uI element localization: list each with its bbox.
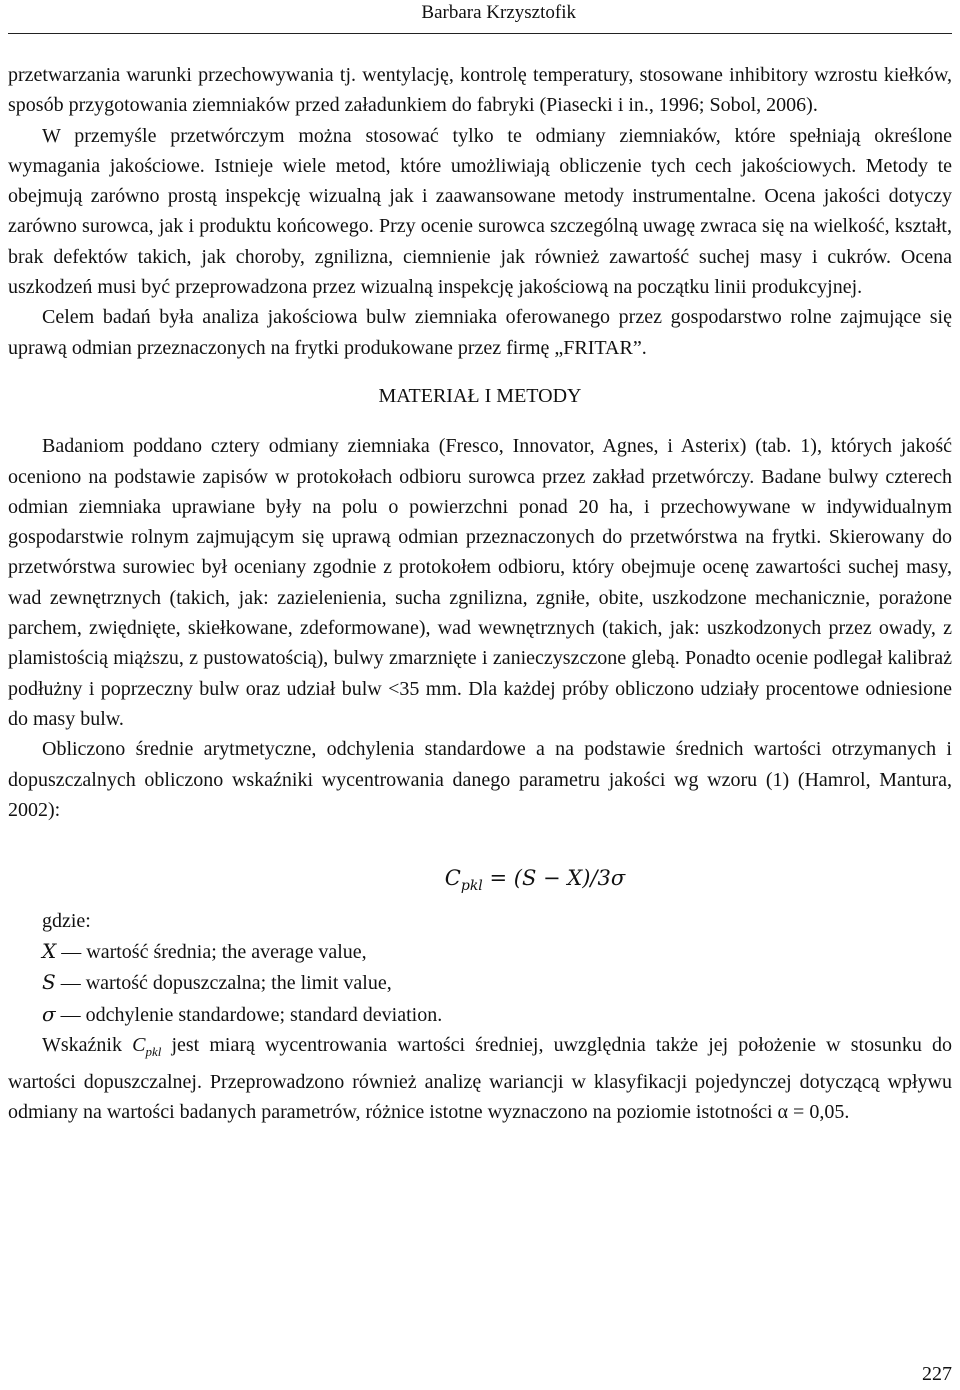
article-body bbox=[8, 60, 952, 1128]
closing-cpkl-subscript: pkl bbox=[145, 1043, 162, 1059]
definition-item bbox=[42, 999, 952, 1030]
formula-lhs: C bbox=[444, 866, 461, 891]
definition-symbol: σ bbox=[42, 1001, 56, 1026]
page-number: 227 bbox=[922, 1363, 952, 1385]
running-head-author: Barbara Krzysztofik bbox=[421, 2, 576, 23]
formula-rhs: = (S − X)/3σ bbox=[489, 866, 626, 891]
closing-before: Wskaźnik bbox=[42, 1033, 133, 1056]
definitions-list bbox=[8, 906, 952, 1030]
definition-item bbox=[42, 936, 952, 967]
definition-text: — wartość dopuszczalna; the limit value, bbox=[55, 972, 392, 995]
definition-item bbox=[42, 967, 952, 998]
definition-text: — odchylenie standardowe; standard deviation. bbox=[55, 1003, 443, 1026]
definition-symbol: X bbox=[42, 938, 57, 963]
closing-cpkl bbox=[132, 1033, 162, 1059]
paragraph-quality: W przemyśle przetwórczym można stosować tylko te odmiany ziemniaków, które spełniają określone wymagania jakościowe. Istnieje wiele metod, które umożliwiają obliczenie tych cech jakościowych. Metody te obejmują zarówno prostą inspekcję wizualną jak i zaawansowane metody instrumentalne. Ocena jakości dotyczy zarówno surowca, jak i produktu końcowego. Przy ocenie surowca szczególną uwagę zwraca się na wielkość, kształt, brak defektów takich, jak choroby, zgnilizna, ciemnienie jak również zawartość suchej masy i cukrów. Ocena uszkodzeń musi być przeprowadzona przez wizualną inspekcję jakościową na początku linii produkcyjnej. bbox=[8, 124, 952, 299]
paragraph-materials: Badaniom poddano cztery odmiany ziemniaka (Fresco, Innovator, Agnes, i Asterix) (tab. 1), których jakość oceniono na podstawie zapisów w protokołach odbioru surowca przez zakład przetwórczy. Badane bulwy czterech odmian ziemniaka uprawiane były na polu o powierzchni ponad 20 ha, i przechowywane w indywidualnym gospodarstwie rolnym zajmującym się uprawą odmian przeznaczonych do przetwórstwa na frytki. Skierowany do przetwórstwa surowiec był oceniany zgodnie z protokołem odbioru, który obejmuje ocenę zawartości suchej masy, wad zewnętrznych (takich, jak: zazielenienia, sucha zgnilizna, zgniłe, obite, uszkodzone mechanicznie, porażone parchem, zwiędnięte, skiełkowane, zdeformowane), wad wewnętrznych (takich, jak: uszkodzonych przez owady, z plamistością miąższu, z pustowatością), bulwy zmarznięte i zanieczyszczone glebą. Ponadto ocenie podlegał kalibraż podłużny i poprzeczny bulw oraz udział bulw <35 mm. Dla każdej próby obliczono udziały procentowe odniesione do masy bulw. bbox=[8, 435, 952, 730]
definition-text: — wartość średnia; the average value, bbox=[56, 940, 367, 963]
paragraph-aim: Celem badań była analiza jakościowa bulw ziemniaka oferowanego przez gospodarstwo rolne zajmujące się uprawą odmian przeznaczonych na frytki produkowane przez firmę „FRITAR”. bbox=[8, 306, 952, 359]
definition-symbol: S bbox=[42, 970, 56, 995]
header-rule bbox=[8, 33, 952, 34]
paragraph-closing bbox=[8, 1030, 952, 1128]
formula-lhs-subscript: pkl bbox=[460, 878, 483, 895]
closing-after: jest miarą wycentrowania wartości średniej, uwzględnia także jej położenie w stosunku do wartości dopuszczalnej. Przeprowadzono również analizę wariancji w klasyfikacji pojedynczej dotyczącą wpływu odmiany na wartości badanych parametrów, różnice istotne wyznaczono na poziomie istotności α = 0,05. bbox=[8, 1033, 952, 1124]
section-title: MATERIAŁ I METODY bbox=[378, 384, 582, 407]
paragraph-continuation: przetwarzania warunki przechowywania tj. wentylację, kontrolę temperatury, stosowane inhibitory wzrostu kiełków, sposób przygotowania ziemniaków przed załadunkiem do fabryki (Piasecki i in., 1996; Sobol, 2006). bbox=[8, 64, 952, 117]
definitions-intro: gdzie: bbox=[42, 909, 91, 932]
closing-cpkl-letter: C bbox=[132, 1033, 146, 1056]
paragraph-methods: Obliczono średnie arytmetyczne, odchylenia standardowe a na podstawie średnich wartości otrzymanych i dopuszczalnych obliczono wskaźniki wycentrowania danego parametru jakości wg wzoru (1) (Hamrol, Mantura, 2002): bbox=[8, 738, 952, 821]
formula-cpkl bbox=[118, 863, 952, 901]
